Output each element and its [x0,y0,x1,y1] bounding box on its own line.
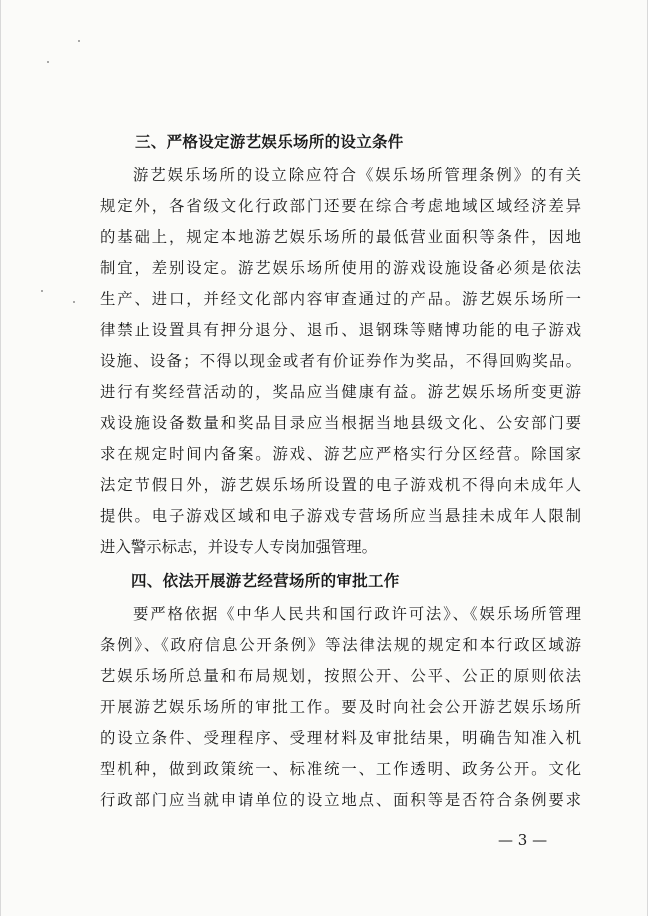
text-line: 艺娱乐场所总量和布局规划，按照公开、公平、公正的原则依法 [100,667,581,685]
section-3-heading: 三、严格设定游艺娱乐场所的设立条件 [135,133,404,151]
text-line: 的设立条件、受理程序、受理材料及审批结果，明确告知准入机 [100,729,581,747]
text-line: 求在规定时间内备案。游戏、游艺应严格实行分区经营。除国家 [100,445,581,463]
scan-speck [73,301,75,303]
text-line: 条例》、《政府信息公开条例》等法律法规的规定和本行政区域游 [100,636,581,654]
section-3-paragraph [100,160,581,563]
text-line: 游艺娱乐场所的设立除应符合《娱乐场所管理条例》的有关 [133,166,581,184]
text-line: 行政部门应当就申请单位的设立地点、面积等是否符合条例要求 [100,791,581,809]
text-line: 生产、进口，并经文化部内容审查通过的产品。游艺娱乐场所一 [100,290,581,308]
section-4-heading: 四、依法开展游艺经营场所的审批工作 [131,572,400,590]
text-line: 戏设施设备数量和奖品目录应当根据当地县级文化、公安部门要 [100,414,581,432]
text-line: 开展游艺娱乐场所的审批工作。要及时向社会公开游艺娱乐场所 [100,698,581,716]
text-line: 律禁止设置具有押分退分、退币、退钢珠等赌博功能的电子游戏 [100,321,581,339]
text-line: 进行有奖经营活动的，奖品应当健康有益。游艺娱乐场所变更游 [100,383,581,401]
text-line: 型机种，做到政策统一、标准统一、工作透明、政务公开。文化 [100,760,581,778]
text-line: 的基础上，规定本地游艺娱乐场所的最低营业面积等条件，因地 [100,228,581,246]
text-line: 法定节假日外，游艺娱乐场所设置的电子游戏机不得向未成年人 [100,476,581,494]
section-4-paragraph [100,599,581,816]
text-line: 要严格依据《中华人民共和国行政许可法》、《娱乐场所管理 [133,605,581,623]
text-line: 规定外，各省级文化行政部门还要在综合考虑地域区域经济差异 [100,197,581,215]
text-line: 制宜，差别设定。游艺娱乐场所使用的游戏设施设备必须是依法 [100,259,581,277]
scan-speck [47,61,49,63]
scan-speck [78,40,80,42]
text-line: 进入警示标志，并设专人专岗加强管理。 [100,538,378,556]
page-number: — 3 — [498,831,548,849]
text-line: 提供。电子游戏区域和电子游戏专营场所应当悬挂未成年人限制 [100,507,581,525]
scan-speck [41,290,43,292]
document-body [100,124,581,816]
text-line: 设施、设备；不得以现金或者有价证券作为奖品，不得回购奖品。 [100,352,581,370]
